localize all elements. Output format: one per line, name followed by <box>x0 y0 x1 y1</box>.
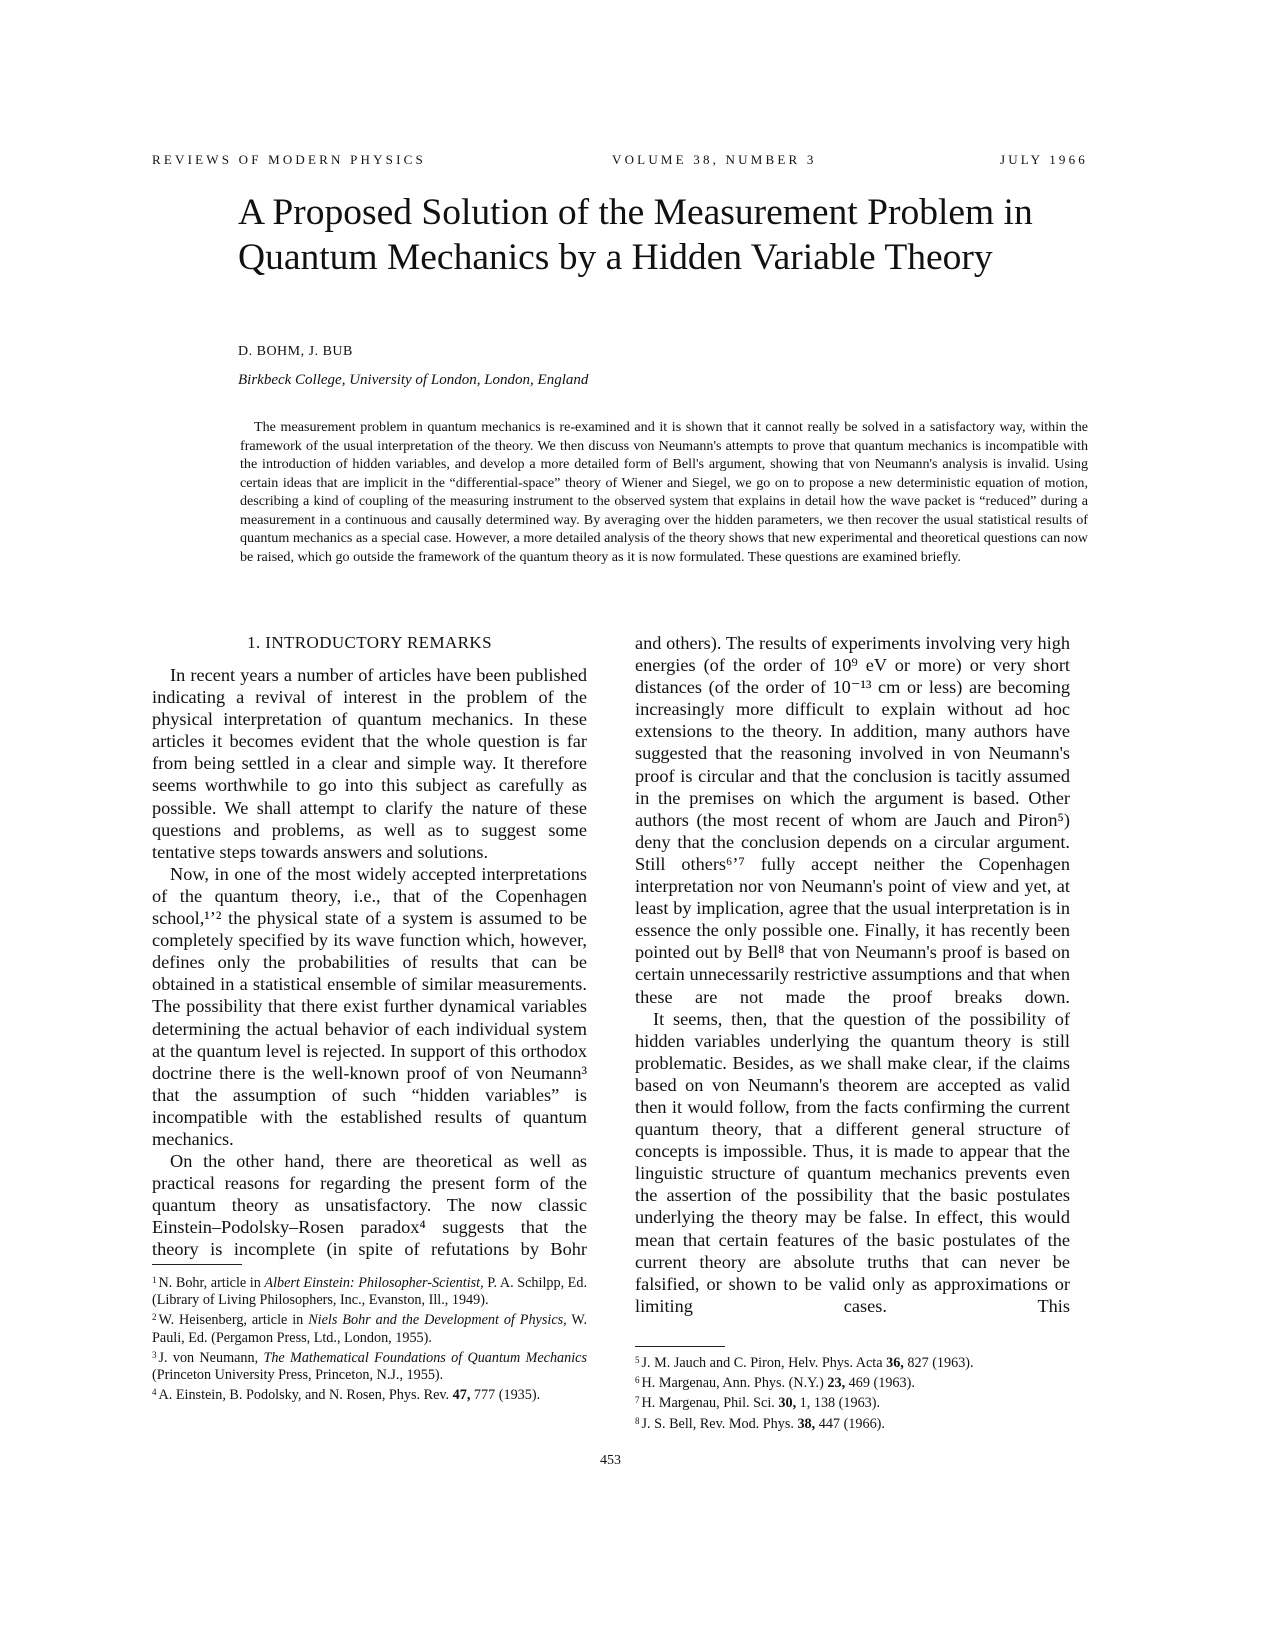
footnote-text: 447 (1966). <box>815 1415 885 1432</box>
left-column <box>152 632 587 1261</box>
footnote-number: 7 <box>635 1395 640 1406</box>
footnotes-left <box>152 1272 587 1404</box>
footnote <box>152 1309 587 1346</box>
section-heading: 1. INTRODUCTORY REMARKS <box>247 633 492 652</box>
footnote <box>152 1272 587 1309</box>
footnote-volume: 36, <box>886 1355 904 1371</box>
footnote-number: 2 <box>152 1312 157 1323</box>
paragraph: Now, in one of the most widely accepted interpretations of the quantum theory, i.e., that of the Copenhagen school,¹ʼ² the physical state of a system is assumed to be completely specified by its wave function which, however, defines only the probabilities of results that can be obtained in a statistical ensemble of similar measurements. The possibility that there exist further dynamical variables determining the actual behavior of each individual system at the quantum level is rejected. In support of this orthodox doctrine there is the well-known proof of von Neumann³ that the assumption of such “hidden variables” is incompatible with the established results of quantum mechanics. <box>152 863 587 1149</box>
footnote-italic: Niels Bohr and the Development of Physics, <box>308 1312 567 1329</box>
footnote <box>635 1392 1070 1412</box>
footnote-number: 1 <box>152 1275 157 1285</box>
footnote-text: P. A. Schilpp, Ed. (Library of Living Philosophers, Inc., Evanston, Ill., 1949). <box>152 1275 587 1309</box>
footnote-number: 8 <box>635 1415 640 1426</box>
footnote-text: 469 (1963). <box>845 1375 915 1392</box>
volume-number: VOLUME 38, NUMBER 3 <box>612 152 817 167</box>
right-column <box>635 632 1070 1317</box>
paragraph: On the other hand, there are theoretical as well as practical reasons for regarding the present form of the quantum theory as unsatisfactory. The now classic Einstein–Podolsky–Rosen paradox⁴ suggests that the theory is incomplete (in spite of refutations by Bohr <box>152 1151 587 1260</box>
footnote-number: 4 <box>152 1387 157 1398</box>
paper-title: A Proposed Solution of the Measurement Problem in Quantum Mechanics by a Hidden Variable Theory <box>238 192 1033 278</box>
affiliation: Birkbeck College, University of London, London, England <box>238 372 589 388</box>
paragraph: In recent years a number of articles have been published indicating a revival of interest in the problem of the physical interpretation of quantum mechanics. In these articles it becomes evident that the whole question is far from being settled in a clear and simple way. It therefore seems worthwhile to go into this subject as carefully as possible. We shall attempt to clarify the nature of these questions and problems, as well as to suggest some tentative steps towards answers and solutions. <box>152 665 587 862</box>
footnote-rule <box>635 1346 725 1347</box>
paragraph: and others). The results of experiments involving very high energies (of the order of 10⁹ eV or more) or very short distances (of the order of 10⁻¹³ cm or less) are becoming increasingly more difficult to explain without ad hoc extensions to the theory. In addition, many authors have suggested that the reasoning involved in von Neumann's proof is circular and that the conclusion is tacitly assumed in the premises on which the argument is based. Other authors (the most recent of whom are Jauch and Piron⁵) deny that the conclusion depends on a circular argument. Still others⁶ʼ⁷ fully accept neither the Copenhagen interpretation nor von Neumann's point of view and yet, at least by implication, agree that the usual interpretation is in essence the only possible one. Finally, it has recently been pointed out by Bell⁸ that von Neumann's proof is based on certain unnecessarily restrictive assumptions and that when these are not made the proof breaks down. <box>635 633 1070 1007</box>
footnote-number: 3 <box>152 1349 157 1360</box>
footnote <box>635 1372 1070 1392</box>
footnote-rule <box>152 1264 242 1265</box>
footnote-text: W. Pauli, Ed. (Pergamon Press, Ltd., London, 1955). <box>152 1312 587 1346</box>
page-number: 453 <box>600 1453 621 1468</box>
footnote-text: H. Margenau, Phil. Sci. <box>641 1395 779 1412</box>
footnote-volume: 30, <box>778 1395 797 1412</box>
issue-date: JULY 1966 <box>999 152 1088 167</box>
footnotes-right <box>635 1352 1070 1433</box>
footnote <box>152 1384 587 1404</box>
footnote-number: 6 <box>635 1375 640 1386</box>
footnote-volume: 23, <box>827 1375 846 1392</box>
footnote <box>635 1352 1070 1372</box>
footnote-text: H. Margenau, Ann. Phys. (N.Y.) <box>641 1375 828 1392</box>
journal-name: REVIEWS OF MODERN PHYSICS <box>152 152 426 167</box>
paragraph: It seems, then, that the question of the possibility of hidden variables underlying the quantum theory is still problematic. Besides, as we shall make clear, if the claims based on von Neumann's theorem are accepted as valid then it would follow, from the facts confirming the current quantum theory, that a different general structure of concepts is impossible. Thus, it is made to appear that the linguistic structure of quantum mechanics prevents even the assertion of the possibility that the basic postulates underlying the theory may be false. In effect, this would mean that certain features of the basic postulates of the current theory are absolute truths that can never be falsified, or shown to be valid only as approximations or limiting cases. This <box>635 1008 1070 1316</box>
footnote-italic: Albert Einstein: Philosopher-Scientist, <box>264 1275 484 1291</box>
footnote-text: (Princeton University Press, Princeton, N.J., 1955). <box>152 1367 444 1384</box>
running-head <box>152 152 1088 172</box>
footnote-text: J. von Neumann, <box>158 1349 264 1366</box>
footnote-italic: The Mathematical Foundations of Quantum Mechanics <box>263 1349 587 1366</box>
footnote-text: W. Heisenberg, article in <box>158 1312 309 1329</box>
footnote-number: 5 <box>635 1355 640 1365</box>
footnote <box>635 1413 1070 1433</box>
footnote-volume: 38, <box>797 1415 816 1432</box>
footnote-text: N. Bohr, article in <box>158 1275 265 1291</box>
authors: D. BOHM, J. BUB <box>238 344 353 359</box>
footnote <box>152 1347 587 1384</box>
footnote-text: 827 (1963). <box>903 1355 974 1371</box>
footnote-text: A. Einstein, B. Podolsky, and N. Rosen, Phys. Rev. <box>158 1387 453 1404</box>
footnote-text: 1, 138 (1963). <box>796 1395 881 1412</box>
footnote-volume: 47, <box>452 1387 471 1404</box>
footnote-text: J. M. Jauch and C. Piron, Helv. Phys. Acta <box>641 1355 887 1371</box>
abstract: The measurement problem in quantum mechanics is re-examined and it is shown that it cannot really be solved in a satisfactory way, within the framework of the usual interpretation of the theory. We then discuss von Neumann's attempts to prove that quantum mechanics is incompatible with the introduction of hidden variables, and develop a more detailed form of Bell's argument, showing that von Neumann's analysis is invalid. Using certain ideas that are implicit in the “differential-space” theory of Wiener and Siegel, we go on to propose a new deterministic equation of motion, describing a kind of coupling of the measuring instrument to the observed system that explains in detail how the wave packet is “reduced” during a measurement in a continuous and causally determined way. By averaging over the hidden parameters, we then recover the usual statistical results of quantum mechanics as a special case. However, a more detailed analysis of the theory shows that new experimental and theoretical questions can now be raised, which go outside the framework of the quantum theory as it is now formulated. These questions are examined briefly. <box>240 419 1088 565</box>
footnote-text: J. S. Bell, Rev. Mod. Phys. <box>641 1415 798 1432</box>
footnote-text: 777 (1935). <box>470 1387 541 1404</box>
